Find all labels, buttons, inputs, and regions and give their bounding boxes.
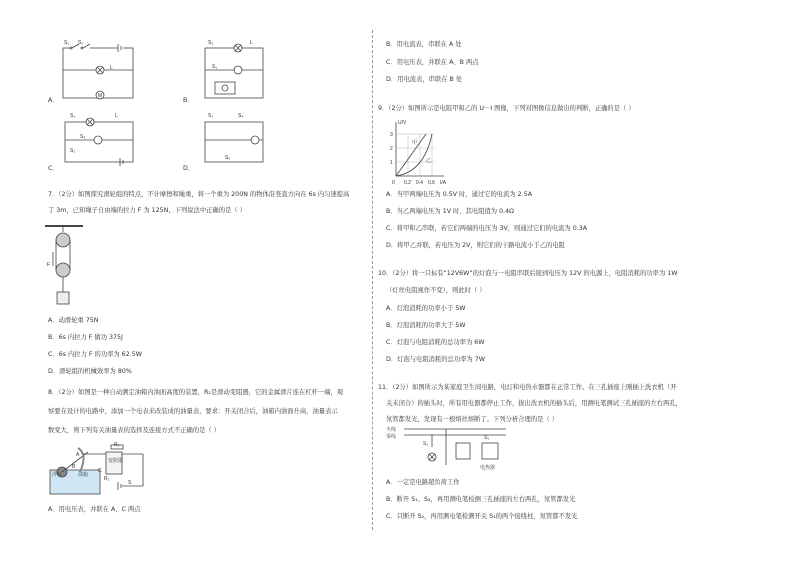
q8-label-s: S bbox=[128, 480, 132, 486]
q11-option-b: B．断开 S₁、S₂，再用测电笔检测三孔插座的左右两孔，氖管都发光 bbox=[386, 496, 576, 503]
q8-label-c: C bbox=[98, 468, 102, 474]
q7-force-label: F bbox=[47, 262, 51, 268]
q10-option-d: D．灯泡与电阻消耗的总功率为 7W bbox=[386, 356, 485, 363]
q9-option-d: D．将甲乙并联，若电压为 2V，则它们的干路电流小于乙的电阻 bbox=[386, 242, 565, 249]
q8-label-a: A bbox=[76, 452, 80, 458]
q8-option-b: B．用电流表，串联在 A 处 bbox=[386, 41, 462, 48]
q8-label-oil: 油箱 bbox=[78, 472, 89, 478]
q6-option-a: A． bbox=[48, 97, 59, 104]
q11-heater-label: 电热器 bbox=[480, 465, 496, 471]
q6-option-c: C． bbox=[48, 165, 59, 172]
q6d-s2-label: S₂ bbox=[225, 155, 231, 161]
q7-stem-line1: 7．（2分）如图探究滑轮组的特点，不计摩擦和绳重，将一个重为 200N 的物体沿竖直方向在 6s 内匀速提高 bbox=[48, 191, 350, 198]
q8-label-rheo: 变阻器 bbox=[108, 458, 124, 464]
q8-label-b: B bbox=[72, 464, 76, 470]
q11-live-label: 火线 bbox=[386, 427, 397, 433]
q6b-l-label: L bbox=[250, 40, 253, 46]
q6-circuit-d bbox=[200, 112, 270, 167]
q6c-l-label: L bbox=[115, 113, 118, 119]
q8-label-r1: R₁ bbox=[114, 442, 120, 448]
column-divider bbox=[372, 30, 373, 530]
q8-label-r2: R₂ bbox=[104, 476, 110, 482]
q7-option-c: C．6s 内拉力 F 的功率为 62.5W bbox=[48, 351, 142, 358]
q10-option-b: B．灯泡消耗的功率大于 5W bbox=[386, 322, 466, 329]
q9-option-c: C．将甲和乙串联，若它们两端的电压为 3V，则通过它们的电流为 0.3A bbox=[386, 225, 588, 232]
q6d-s1-label: S₁ bbox=[208, 113, 214, 119]
q6-circuit-a bbox=[60, 40, 140, 102]
q8-stem-line1: 8．（2分）如图是一种自动测定油箱内油面高度的装置，R₂是滑动变阻器，它的金属滑片连在杠杆一端，观 bbox=[48, 389, 344, 396]
q9-series-yi: 乙 bbox=[426, 158, 432, 164]
q9-ytick-2: 2 bbox=[390, 146, 393, 152]
q10-stem-line1: 10．（2分）将一只标有“12V6W”的灯泡与一电阻串联后接到电压为 12V 的电源上，电阻消耗的功率为 1W bbox=[378, 270, 678, 277]
q6a-s1-label: S₁ bbox=[64, 40, 70, 46]
q6c-s3-label: S₃ bbox=[80, 134, 86, 140]
q7-pulley-figure bbox=[45, 222, 85, 307]
q8-option-d: D．用电流表，串联在 B 处 bbox=[386, 76, 463, 83]
q9-xtick-0: 0 bbox=[392, 180, 395, 186]
q11-stem-line3: 氖管都发光，发现有一根熔丝熔断了。下列分析合理的是（ ） bbox=[386, 416, 559, 423]
q9-xtick-1: 0.2 bbox=[404, 180, 411, 186]
q9-ylabel: U/V bbox=[398, 120, 407, 126]
q8-option-a: A．用电压表，并联在 A、C 两点 bbox=[48, 506, 141, 513]
q8-oil-gauge-figure bbox=[48, 442, 158, 497]
q9-ytick-1: 1 bbox=[390, 160, 393, 166]
q6-circuit-b bbox=[200, 40, 270, 102]
q6-option-d: D． bbox=[183, 165, 195, 172]
q6-option-b: B． bbox=[183, 97, 194, 104]
q9-option-a: A．当甲两端电压为 0.5V 时，通过它的电流为 2.5A bbox=[386, 191, 533, 198]
q7-option-b: B．6s 内拉力 F 做功 375J bbox=[48, 334, 123, 341]
q10-option-c: C．灯泡与电阻消耗的总功率为 6W bbox=[386, 339, 485, 346]
q11-stem-line2: 关未闭合）的插头时，所有用电器都停止工作，拔出洗衣机的插头后，用测电笔测试三孔插座的左右两孔， bbox=[386, 400, 682, 407]
q8-option-c: C．用电压表，并联在 A、B 两点 bbox=[386, 59, 479, 66]
q11-s2-label: S₂ bbox=[484, 435, 490, 441]
q6b-s1-label: S₁ bbox=[212, 64, 218, 70]
q8-label-float: 浮标 bbox=[52, 472, 63, 478]
q9-series-jia: 甲 bbox=[412, 140, 418, 146]
q6a-m-label: M bbox=[98, 93, 103, 99]
q6d-s4-label: S₄ bbox=[238, 113, 244, 119]
q8-stem-line2: 察要在设计的电路中，添加一个电表来改装成的油量表，要求：开关闭合后，油箱内油面升高，油量表示 bbox=[48, 408, 338, 415]
q11-option-a: A．一定是电路超负荷工作 bbox=[386, 479, 460, 486]
q8-stem-line3: 数变大，则下列有关油量表的选择及连接方式不正确的是（ ） bbox=[48, 427, 221, 434]
q9-ytick-3: 3 bbox=[390, 132, 393, 138]
q7-stem-line2: 了 3m，已知绳子自由端的拉力 F 为 125N，下列说法中正确的是（ ） bbox=[48, 207, 246, 214]
q11-option-c: C．只断开 S₂，再用测电笔检测开关 S₁的两个接线柱，氖管都不发光 bbox=[386, 513, 578, 520]
q6c-s2-label: S₂ bbox=[70, 148, 76, 154]
q6a-s2-label: S₂ bbox=[78, 40, 84, 46]
q11-stem-line1: 11．（2分）如图所示为某家庭卫生间电路，电灯和电热水器都在正常工作。在三孔插座上刚插上洗衣机（开 bbox=[378, 384, 677, 391]
q10-option-a: A．灯泡消耗的功率小于 5W bbox=[386, 305, 466, 312]
q6-circuit-c bbox=[60, 112, 140, 167]
q11-s1-label: S₁ bbox=[423, 441, 429, 447]
q9-xlabel: I/A bbox=[440, 180, 447, 186]
q6c-s1-label: S₁ bbox=[70, 113, 76, 119]
q9-ui-graph bbox=[386, 118, 456, 186]
q9-stem: 9．（2分）如图所示是电阻甲和乙的 U－I 图像，下列对图像信息做出的判断，正确的是（ ） bbox=[378, 105, 635, 112]
q11-neutral-label: 零线 bbox=[386, 434, 397, 440]
q11-household-circuit bbox=[386, 425, 511, 475]
q6a-l-label: L bbox=[110, 65, 113, 71]
q6b-s2-label: S₂ bbox=[208, 40, 214, 46]
q9-option-b: B．当乙两端电压为 1V 时，其电阻值为 0.4Ω bbox=[386, 208, 514, 215]
q7-option-d: D．滑轮组的机械效率为 80% bbox=[48, 368, 132, 375]
q9-xtick-3: 0.6 bbox=[428, 180, 435, 186]
q9-xtick-2: 0.4 bbox=[416, 180, 423, 186]
q10-stem-line2: （灯丝电阻视作不变），则此时（ ） bbox=[386, 287, 486, 294]
q7-option-a: A．动滑轮重 75N bbox=[48, 317, 99, 324]
